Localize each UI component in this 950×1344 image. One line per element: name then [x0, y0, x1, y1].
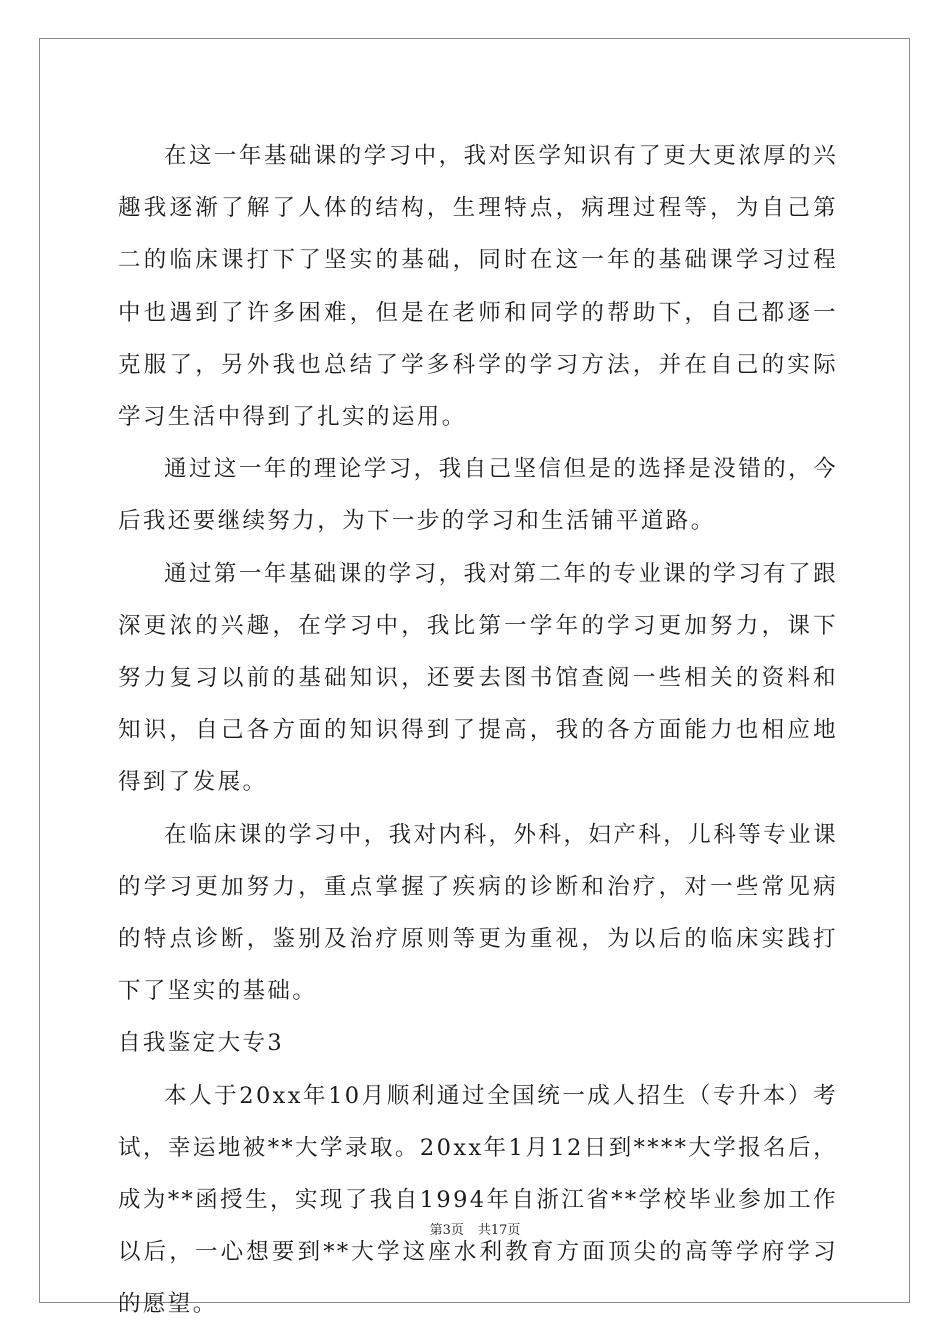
document-body — [118, 130, 838, 1331]
paragraph-2: 通过这一年的理论学习，我自己坚信但是的选择是没错的，今后我还要继续努力，为下一步的学习和生活铺平道路。 — [118, 456, 838, 535]
page-number: 第3页 — [429, 1223, 464, 1238]
paragraph-1: 在这一年基础课的学习中，我对医学知识有了更大更浓厚的兴趣我逐渐了解了人体的结构，生理特点，病理过程等，为自己第二的临床课打下了坚实的基础，同时在这一年的基础课学习过程中也遇到了许多困难，但是在老师和同学的帮助下，自己都逐一克服了，另外我也总结了学多科学的学习方法，并在自己的实际学习生活中得到了扎实的运用。 — [118, 143, 838, 431]
page-footer — [0, 1219, 950, 1238]
paragraph-4: 在临床课的学习中，我对内科，外科，妇产科，儿科等专业课的学习更加努力，重点掌握了疾病的诊断和治疗，对一些常见病的特点诊断，鉴别及治疗原则等更为重视，为以后的临床实践打下了坚实的基础。 — [118, 821, 838, 1005]
section-heading: 自我鉴定大专3 — [118, 1030, 285, 1057]
paragraph-3: 通过第一年基础课的学习，我对第二年的专业课的学习有了跟深更浓的兴趣，在学习中，我比第一学年的学习更加努力，课下努力复习以前的基础知识，还要去图书馆查阅一些相关的资料和知识，自己各方面的知识得到了提高，我的各方面能力也相应地得到了发展。 — [118, 560, 838, 796]
paragraph-5: 本人于20xx年10月顺利通过全国统一成人招生（专升本）考试，幸运地被**大学录取。20xx年1月12日到****大学报名后，成为**函授生，实现了我自1994年自浙江省**学校毕业参加工作以后，一心想要到**大学这座水利教育方面顶尖的高等学府学习的愿望。 — [118, 1082, 838, 1318]
page-total: 共17页 — [477, 1223, 521, 1238]
